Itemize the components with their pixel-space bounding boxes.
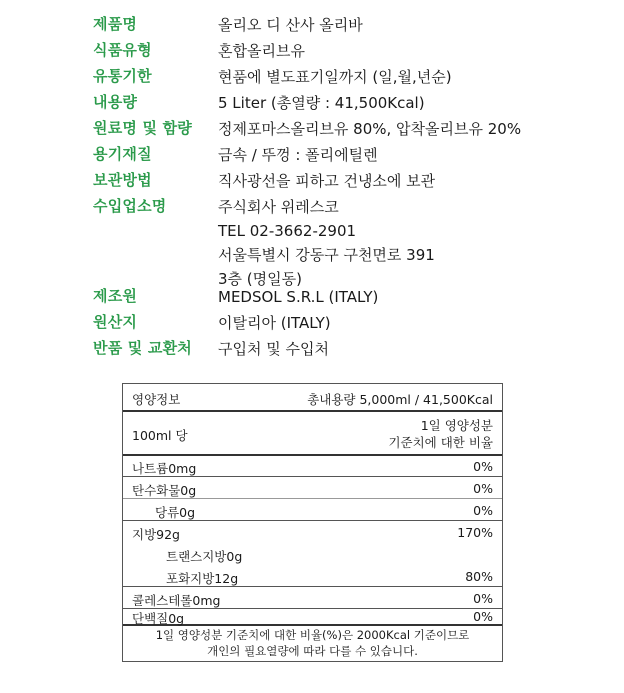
spec-value <box>218 195 435 291</box>
nutrient-pct: 0% <box>473 503 493 518</box>
spec-value <box>218 117 521 141</box>
nutrient-row-protein <box>123 609 502 626</box>
nutrient-pct: 0% <box>473 609 493 624</box>
spec-value <box>218 143 378 167</box>
spec-value-line: 5 Liter (총열량 : 41,500Kcal) <box>218 94 425 112</box>
nutrition-footnote-1: 1일 영양성분 기준치에 대한 비율(%)은 2000Kcal 기준이므로 <box>155 628 470 642</box>
spec-value-line: 금속 / 뚜껑 : 폴리에틸렌 <box>218 146 378 164</box>
spec-value-line: TEL 02-3662-2901 <box>218 222 357 240</box>
spec-value-line: 직사광선을 피하고 건냉소에 보관 <box>218 172 436 190</box>
spec-value-line: 3층 (명일동) <box>218 270 302 288</box>
nutrient-name: 포화지방12g <box>166 571 239 586</box>
nutrition-footnote-2: 개인의 필요열량에 따라 다를 수 있습니다. <box>207 644 418 658</box>
spec-value <box>218 337 329 361</box>
spec-value <box>218 169 435 193</box>
nutrient-row-sodium <box>123 456 502 477</box>
spec-value-line: 이탈리아 (ITALY) <box>218 314 331 332</box>
nutrition-title: 영양정보 <box>132 392 181 407</box>
nutrition-facts-table <box>122 383 503 662</box>
nutrient-name: 트랜스지방0g <box>166 549 243 564</box>
spec-value-line: 주식회사 위레스코 <box>218 198 339 216</box>
nutrient-name: 나트륨0mg <box>132 461 197 476</box>
spec-label: 용기재질 <box>93 145 152 163</box>
serving-size: 100ml 당 <box>132 428 188 443</box>
spec-value-line: 정제포마스올리브유 80%, 압착올리브유 20% <box>218 120 522 138</box>
spec-label: 반품 및 교환처 <box>93 339 192 357</box>
nutrient-pct: 170% <box>457 525 493 540</box>
spec-value <box>218 39 305 63</box>
spec-value <box>218 13 363 37</box>
spec-label: 원료명 및 함량 <box>93 119 192 137</box>
nutrient-pct: 80% <box>465 569 493 584</box>
nutrient-row-fat <box>123 521 502 543</box>
spec-label: 내용량 <box>93 93 138 111</box>
nutrition-header <box>123 384 502 412</box>
spec-value-line: 서울특별시 강동구 구천면로 391 <box>218 246 435 264</box>
nutrient-row-carbs <box>123 477 502 499</box>
spec-value-line: 구입처 및 수입처 <box>218 340 329 358</box>
nutrient-row-saturated-fat <box>123 565 502 587</box>
spec-value-line: 현품에 별도표기일까지 (일,월,년순) <box>218 68 452 86</box>
nutrient-name: 당류0g <box>155 505 196 520</box>
nutrient-name: 지방92g <box>132 527 180 542</box>
spec-label: 제품명 <box>93 15 138 33</box>
spec-value <box>218 285 378 309</box>
nutrient-name: 단백질0g <box>132 611 185 626</box>
spec-label: 보관방법 <box>93 171 152 189</box>
spec-value-line: 올리오 디 산사 올리바 <box>218 16 363 34</box>
spec-value-line: 혼합올리브유 <box>218 42 305 60</box>
spec-label: 유통기한 <box>93 67 152 85</box>
spec-value <box>218 311 331 335</box>
nutrient-row-sugars <box>123 499 502 521</box>
nutrient-row-cholesterol <box>123 587 502 609</box>
spec-label: 원산지 <box>93 313 138 331</box>
daily-value-header-2: 기준치에 대한 비율 <box>388 435 493 450</box>
spec-value <box>218 91 425 115</box>
spec-label: 식품유형 <box>93 41 152 59</box>
nutrition-total: 총내용량 5,000ml / 41,500Kcal <box>307 392 493 407</box>
spec-value <box>218 65 452 89</box>
nutrient-row-trans-fat <box>123 543 502 565</box>
nutrient-pct: 0% <box>473 481 493 496</box>
spec-label: 수입업소명 <box>93 197 167 215</box>
daily-value-header-1: 1일 영양성분 <box>420 418 493 433</box>
spec-value-line: MEDSOL S.R.L (ITALY) <box>218 288 379 306</box>
nutrient-pct: 0% <box>473 591 493 606</box>
nutrition-serving-row <box>123 412 502 456</box>
nutrient-pct: 0% <box>473 459 493 474</box>
nutrient-name: 탄수화물0g <box>132 483 197 498</box>
spec-label: 제조원 <box>93 287 138 305</box>
nutrient-name: 콜레스테롤0mg <box>132 593 221 608</box>
